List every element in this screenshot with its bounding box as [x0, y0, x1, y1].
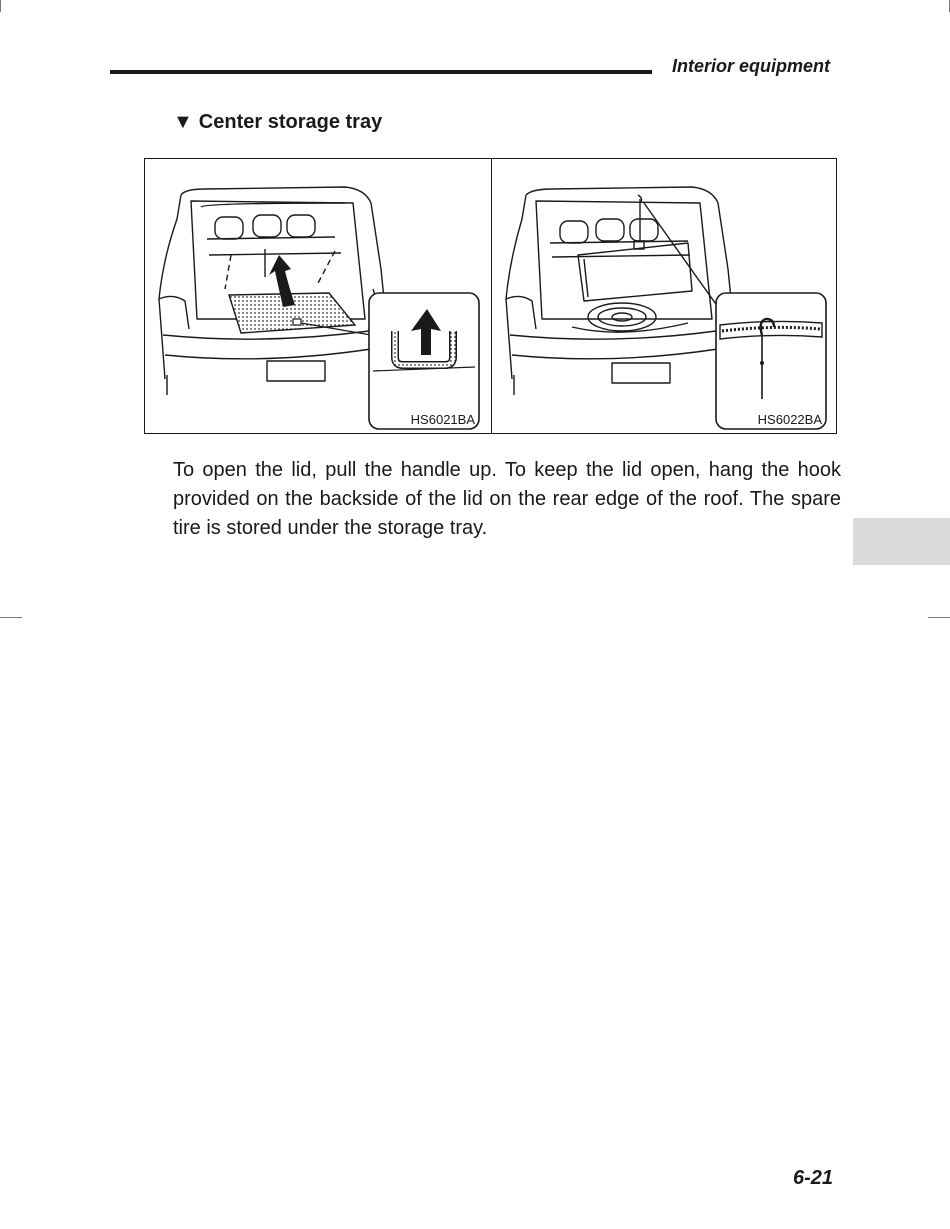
triangle-marker-icon: ▼ — [173, 111, 193, 133]
body-paragraph: To open the lid, pull the handle up. To keep the lid open, hang the hook provided on the backside of the lid on the rear edge of the roof. The spare tire is stored under the storage tray. — [173, 459, 841, 539]
crop-mark-mid-left — [0, 617, 22, 618]
figure-code-hs6021ba: HS6021BA — [410, 412, 475, 427]
subsection-heading — [173, 111, 382, 134]
figure-tray-handle — [145, 159, 491, 433]
cargo-tray-illustration — [145, 159, 491, 433]
header-rule — [110, 70, 652, 74]
section-title: Interior equipment — [672, 56, 831, 76]
figure-code-hs6022ba: HS6022BA — [757, 412, 822, 427]
crop-mark-mid-right — [928, 617, 950, 618]
heading-text: Center storage tray — [198, 111, 383, 133]
thumb-index-tab — [853, 518, 950, 565]
crop-mark-top-left — [0, 0, 1, 12]
page-number: 6-21 — [793, 1167, 834, 1189]
figure-hook-open-lid — [492, 159, 838, 433]
illustration-frame — [144, 158, 837, 434]
open-lid-hook-illustration — [492, 159, 838, 433]
